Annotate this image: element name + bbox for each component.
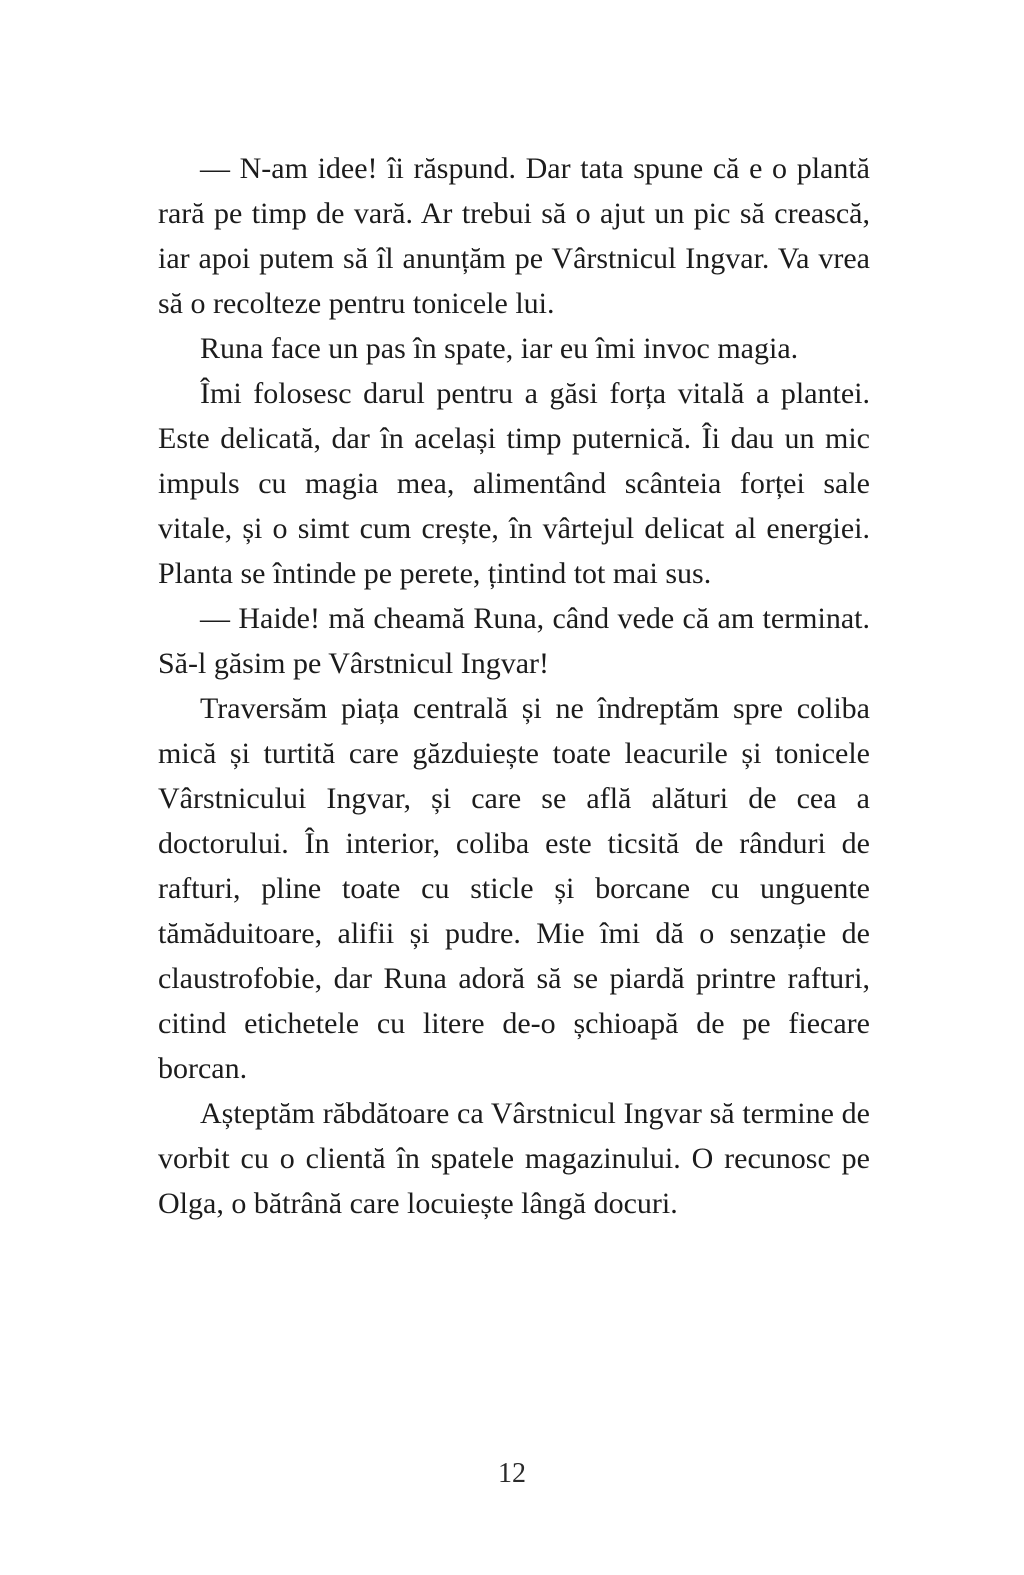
body-text [158, 146, 870, 1226]
paragraph: Îmi folosesc darul pentru a găsi forța vitală a plantei. Este delicată, dar în același timp puternică. Îi dau un mic impuls cu magia mea, alimentând scânteia forței sale vitale, și o simt cum crește, în vârtejul delicat al energiei. Planta se întinde pe perete, țintind tot mai sus. [158, 377, 870, 590]
page-number: 12 [498, 1458, 526, 1489]
paragraph: Runa face un pas în spate, iar eu îmi invoc magia. [200, 332, 799, 365]
paragraph: — Haide! mă cheamă Runa, când vede că am terminat. Să-l găsim pe Vârstnicul Ingvar! [158, 602, 870, 680]
paragraph: — N-am idee! îi răspund. Dar tata spune că e o plantă rară pe timp de vară. Ar trebui să o ajut un pic să crească, iar apoi putem să îl anunțăm pe Vârstnicul Ingvar. Va vrea să o recolteze pentru tonicele lui. [158, 152, 870, 320]
paragraph: Traversăm piața centrală și ne îndreptăm spre coliba mică și turtită care găzduiește toate leacurile și tonicele Vârstnicului Ingvar, și care se află alături de cea a doctorului. În interior, coliba este ticsită de rânduri de rafturi, pline toate cu sticle și borcane cu unguente tămăduitoare, alifii și pudre. Mie îmi dă o senzație de claustrofobie, dar Runa adoră să se piardă printre rafturi, citind etichetele cu litere de-o șchioapă de pe fiecare borcan. [158, 692, 870, 1085]
paragraph: Așteptăm răbdătoare ca Vârstnicul Ingvar să termine de vorbit cu o clientă în spatele magazinului. O recunosc pe Olga, o bătrână care locuiește lângă docuri. [158, 1097, 870, 1220]
